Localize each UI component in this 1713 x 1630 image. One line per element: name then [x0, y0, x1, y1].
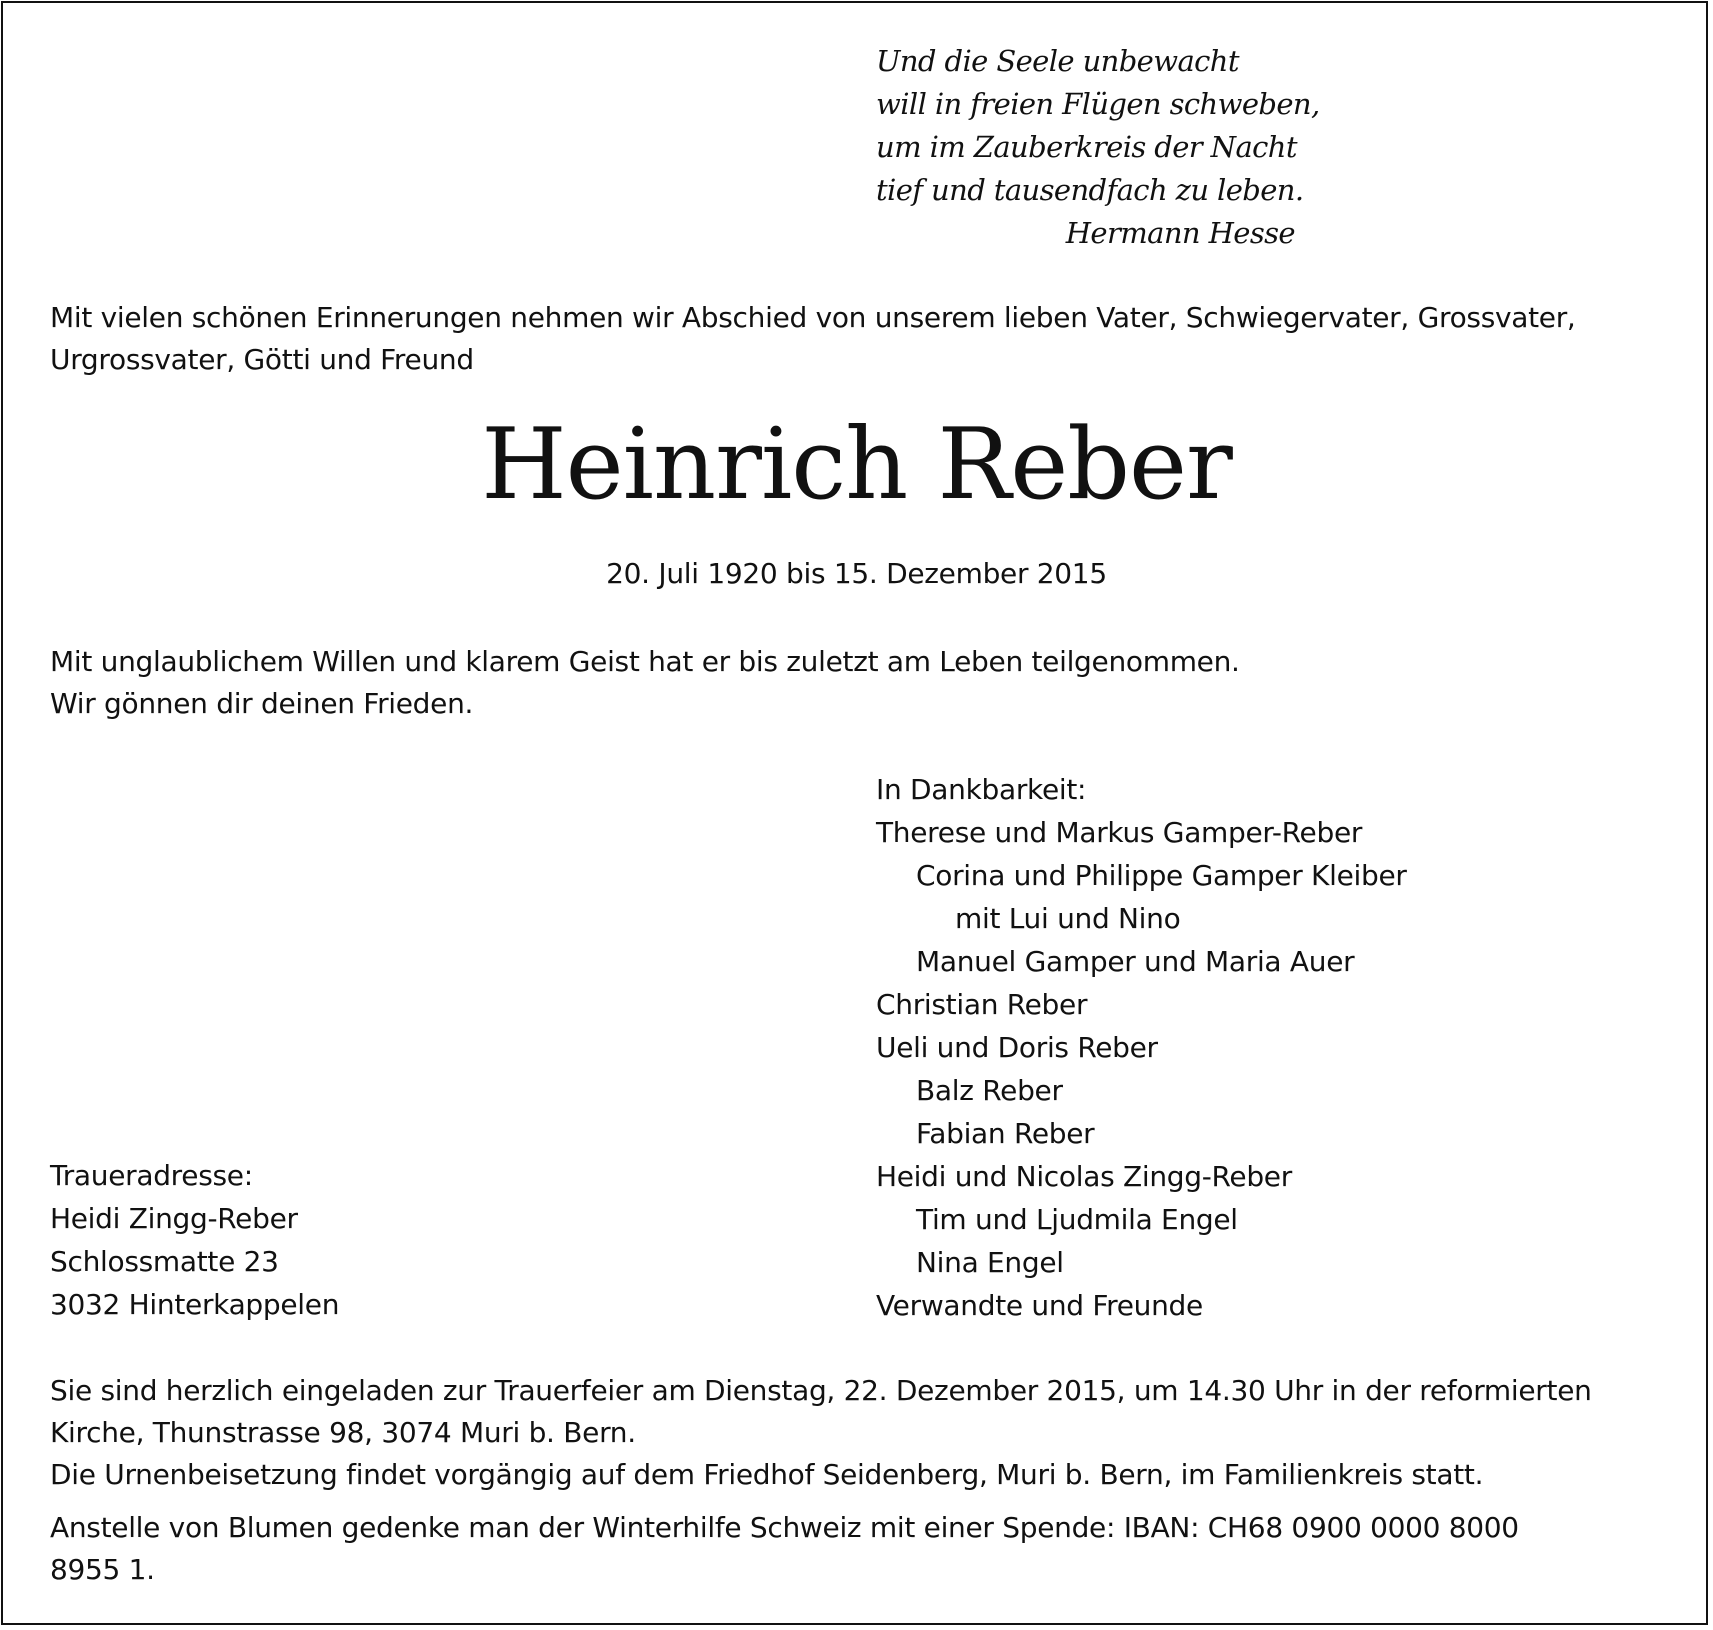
mourner-entry: Christian Reber — [876, 988, 1088, 1021]
mourner-entry: Therese und Markus Gamper-Reber — [876, 816, 1363, 849]
poem-line: Und die Seele unbewacht — [876, 44, 1239, 78]
poem-line: um im Zauberkreis der Nacht — [876, 130, 1297, 164]
mourners-heading: In Dankbarkeit: — [876, 773, 1087, 806]
address-city: 3032 Hinterkappelen — [50, 1288, 340, 1321]
tribute-line: Wir gönnen dir deinen Frieden. — [50, 687, 474, 720]
tribute-line: Mit unglaublichem Willen und klarem Geist hat er bis zuletzt am Leben teilgenommen. — [50, 645, 1240, 678]
mourner-entry: Corina und Philippe Gamper Kleiber — [916, 859, 1407, 892]
address-name: Heidi Zingg-Reber — [50, 1202, 298, 1235]
tribute-paragraph — [50, 641, 1240, 725]
service-line: Sie sind herzlich eingeladen zur Trauerfeier am Dienstag, 22. Dezember 2015, um 14.30 Uhr in der reformierten — [50, 1374, 1592, 1407]
poem-line: tief und tausendfach zu leben. — [876, 173, 1304, 207]
mourner-entry: Verwandte und Freunde — [876, 1289, 1203, 1322]
address-street: Schlossmatte 23 — [50, 1245, 279, 1278]
donation-line: Anstelle von Blumen gedenke man der Winterhilfe Schweiz mit einer Spende: IBAN: CH68 0900 0000 8000 — [50, 1511, 1519, 1544]
life-dates: 20. Juli 1920 bis 15. Dezember 2015 — [606, 557, 1107, 590]
intro-line: Mit vielen schönen Erinnerungen nehmen wir Abschied von unserem lieben Vater, Schwiegervater, Grossvater, — [50, 301, 1576, 334]
mourner-entry: Ueli und Doris Reber — [876, 1031, 1158, 1064]
mourners-list — [876, 768, 1407, 1327]
mourner-entry: Balz Reber — [916, 1074, 1063, 1107]
mourner-entry: Heidi und Nicolas Zingg-Reber — [876, 1160, 1292, 1193]
address-heading: Traueradresse: — [50, 1159, 253, 1192]
poem-author: Hermann Hesse — [1065, 216, 1295, 250]
service-line: Die Urnenbeisetzung findet vorgängig auf dem Friedhof Seidenberg, Muri b. Bern, im Familienkreis statt. — [50, 1458, 1484, 1491]
mourner-entry: Tim und Ljudmila Engel — [916, 1203, 1238, 1236]
mourner-entry: Nina Engel — [916, 1246, 1064, 1279]
mourner-entry: mit Lui und Nino — [955, 902, 1181, 935]
mourner-entry: Fabian Reber — [916, 1117, 1095, 1150]
donation-paragraph — [50, 1507, 1519, 1591]
poem-quote — [876, 40, 1320, 255]
intro-line: Urgrossvater, Götti und Freund — [50, 343, 474, 376]
service-paragraph — [50, 1370, 1592, 1496]
mourner-entry: Manuel Gamper und Maria Auer — [916, 945, 1355, 978]
service-line: Kirche, Thunstrasse 98, 3074 Muri b. Bern. — [50, 1416, 636, 1449]
deceased-name: Heinrich Reber — [481, 408, 1232, 522]
mourning-address — [50, 1154, 339, 1326]
poem-line: will in freien Flügen schweben, — [876, 87, 1320, 121]
intro-paragraph — [50, 297, 1576, 381]
donation-line: 8955 1. — [50, 1553, 155, 1586]
